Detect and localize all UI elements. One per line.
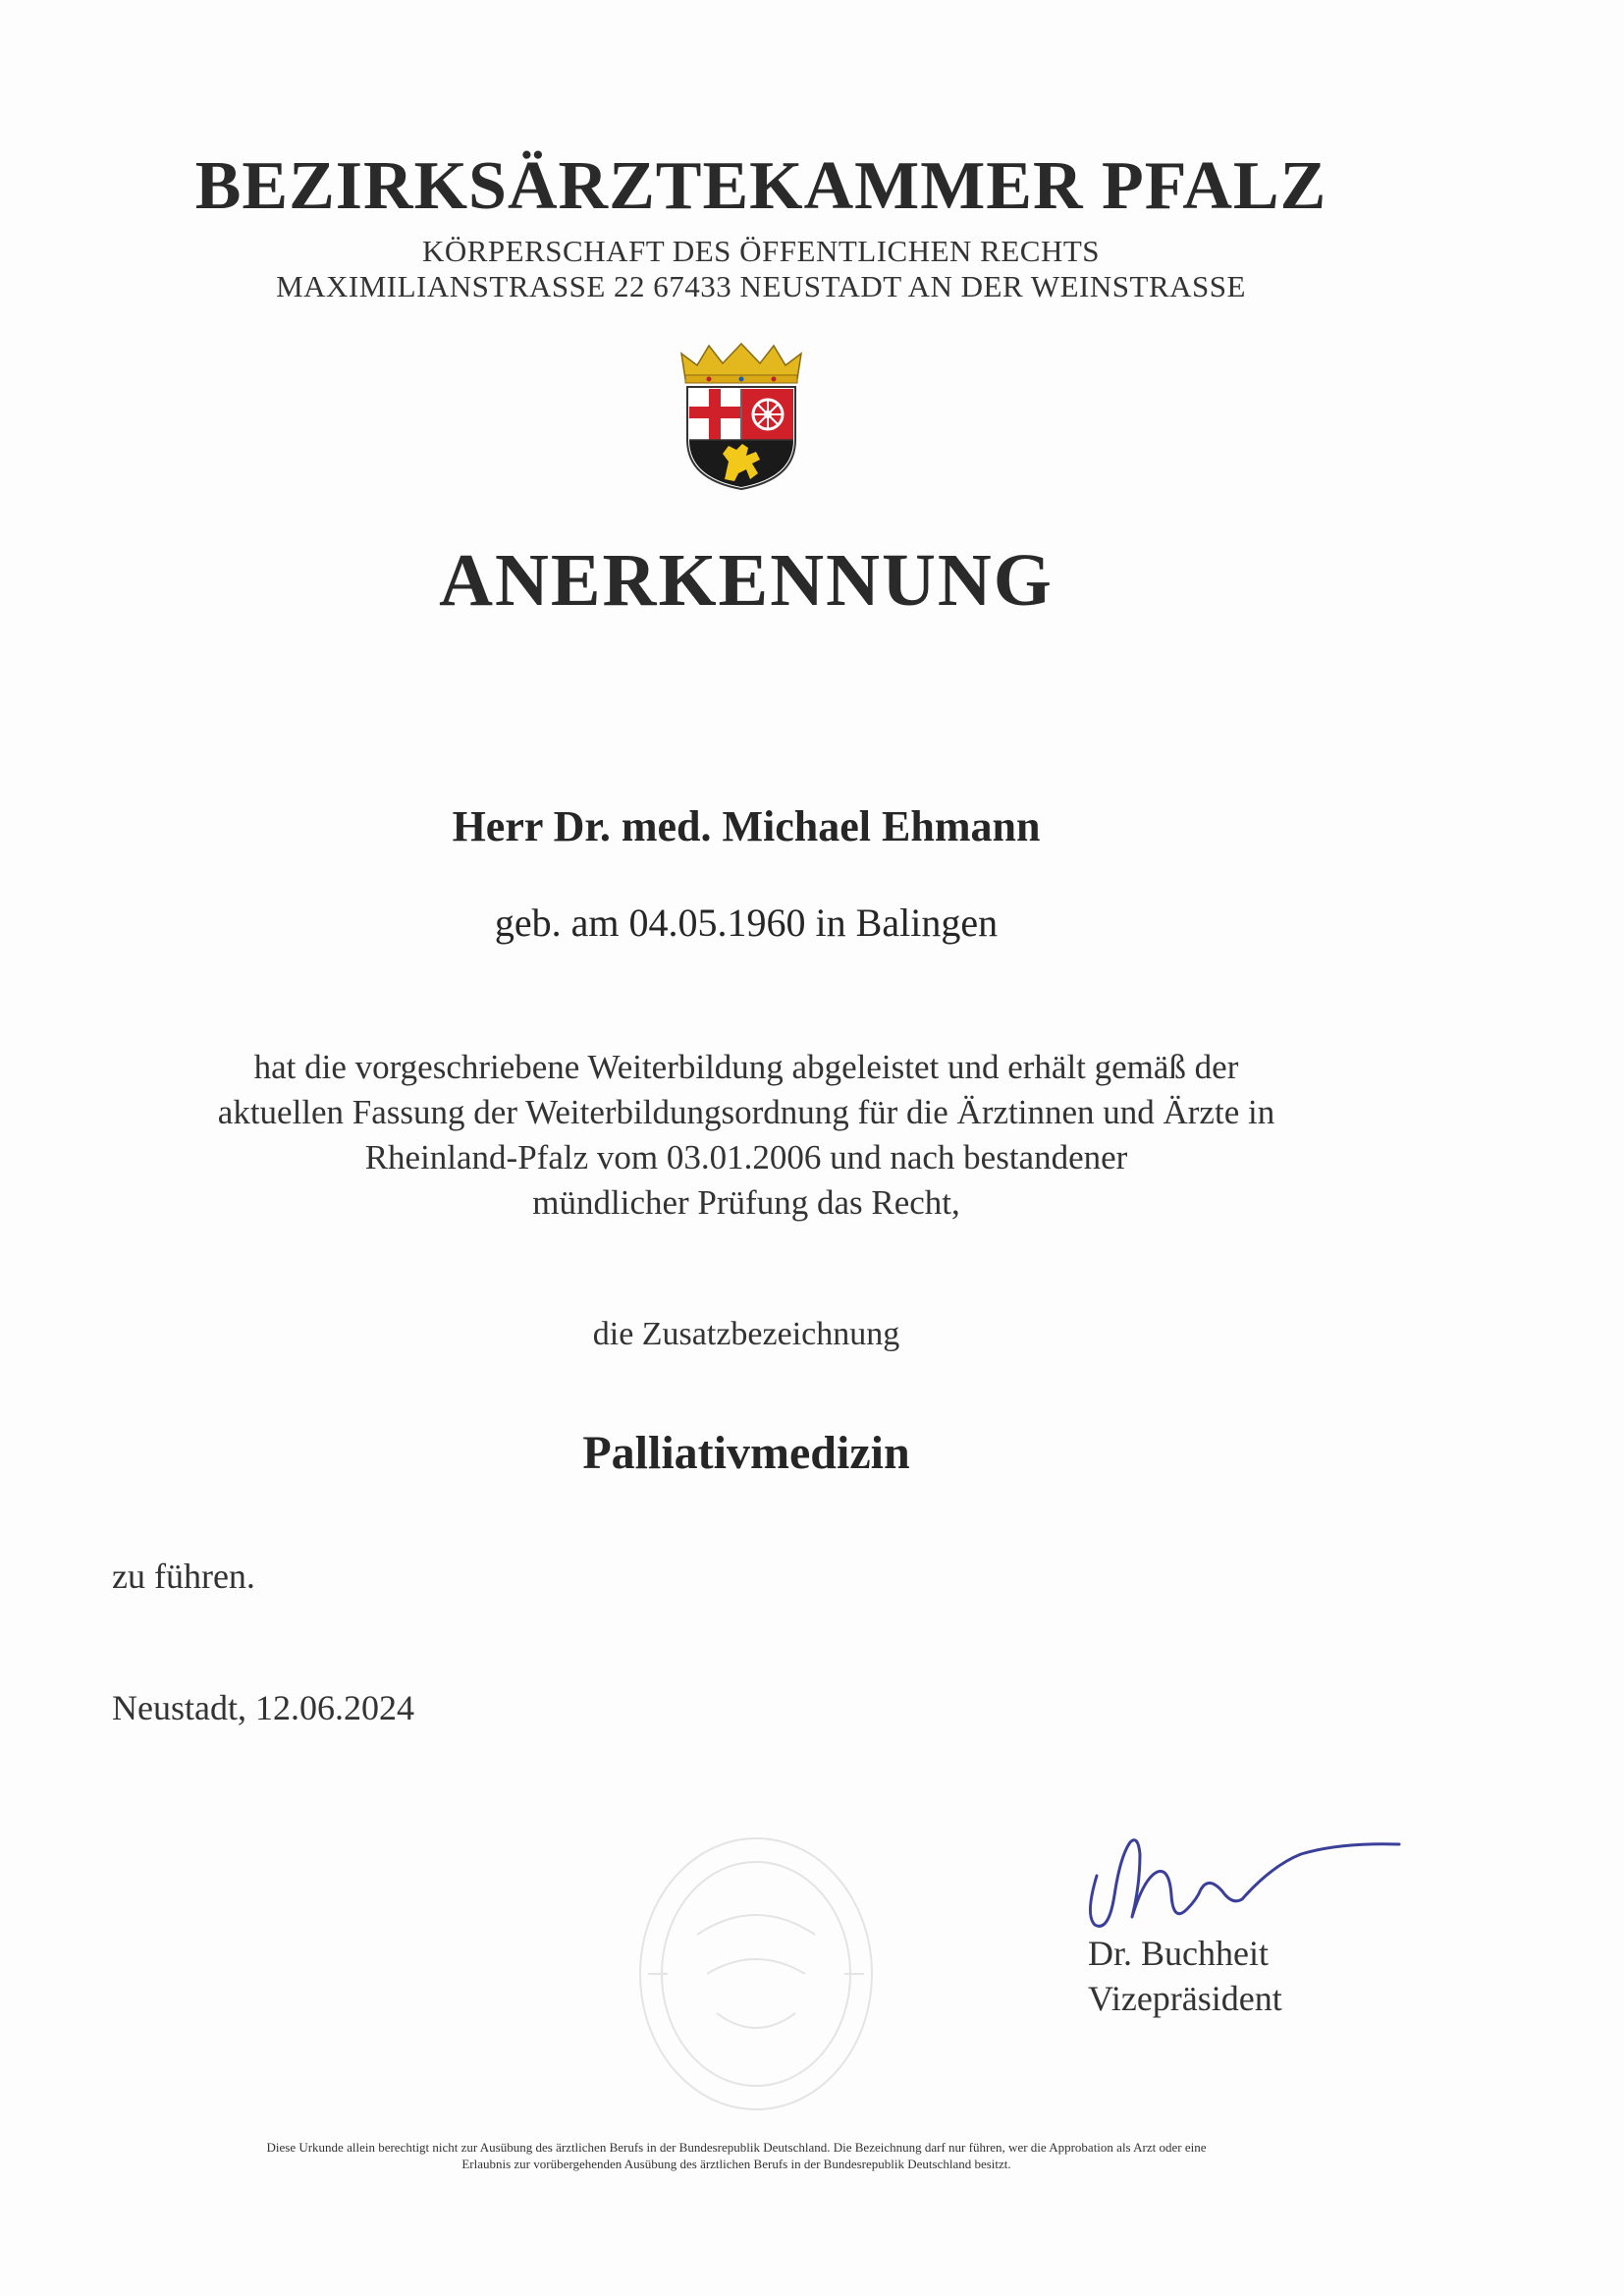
organization-address: MAXIMILIANSTRASSE 22 67433 NEUSTADT AN DER WEINSTRASSE	[276, 269, 1246, 303]
body-line: hat die vorgeschriebene Weiterbildung abgeleistet und erhält gemäß der	[253, 1048, 1239, 1086]
recipient-name: Herr Dr. med. Michael Ehmann	[452, 802, 1041, 850]
organization-subtitle: KÖRPERSCHAFT DES ÖFFENTLICHEN RECHTS	[421, 234, 1101, 268]
legal-footnote	[98, 2139, 1375, 2172]
place-and-date: Neustadt, 12.06.2024	[112, 1688, 414, 1727]
shield-icon	[687, 387, 795, 489]
document-title: ANERKENNUNG	[439, 539, 1054, 622]
closing-text: zu führen.	[112, 1557, 255, 1596]
body-line: mündlicher Prüfung das Recht,	[532, 1183, 960, 1222]
embossed-seal-icon	[628, 1827, 884, 2121]
signer-name: Dr. Buchheit	[1088, 1934, 1269, 1973]
crown-icon	[681, 344, 801, 383]
certificate-body	[20, 1045, 1473, 1226]
signer-role: Vizepräsident	[1088, 1979, 1282, 2018]
organization-name: BEZIRKSÄRZTEKAMMER PFALZ	[194, 148, 1327, 224]
designation-title: Palliativmedizin	[582, 1427, 910, 1479]
birth-info: geb. am 04.05.1960 in Balingen	[494, 901, 999, 945]
footnote-line: Erlaubnis zur vorübergehenden Ausübung des ärztlichen Berufs in der Bundesrepublik Deutschland besitzt.	[461, 2157, 1011, 2171]
body-line: Rheinland-Pfalz vom 03.01.2006 und nach bestandener	[364, 1138, 1128, 1176]
footnote-line: Diese Urkunde allein berechtigt nicht zur Ausübung des ärztlichen Berufs in der Bundesrepublik Deutschland. Die Bezeichnung darf nur führen, wer die Approbation als Arzt oder eine	[266, 2140, 1207, 2155]
body-line: aktuellen Fassung der Weiterbildungsordnung für die Ärztinnen und Ärzte in	[217, 1093, 1275, 1131]
coat-of-arms-icon	[677, 342, 805, 491]
handwritten-signature-icon	[1075, 1807, 1409, 1935]
designation-intro: die Zusatzbezeichnung	[592, 1316, 900, 1352]
